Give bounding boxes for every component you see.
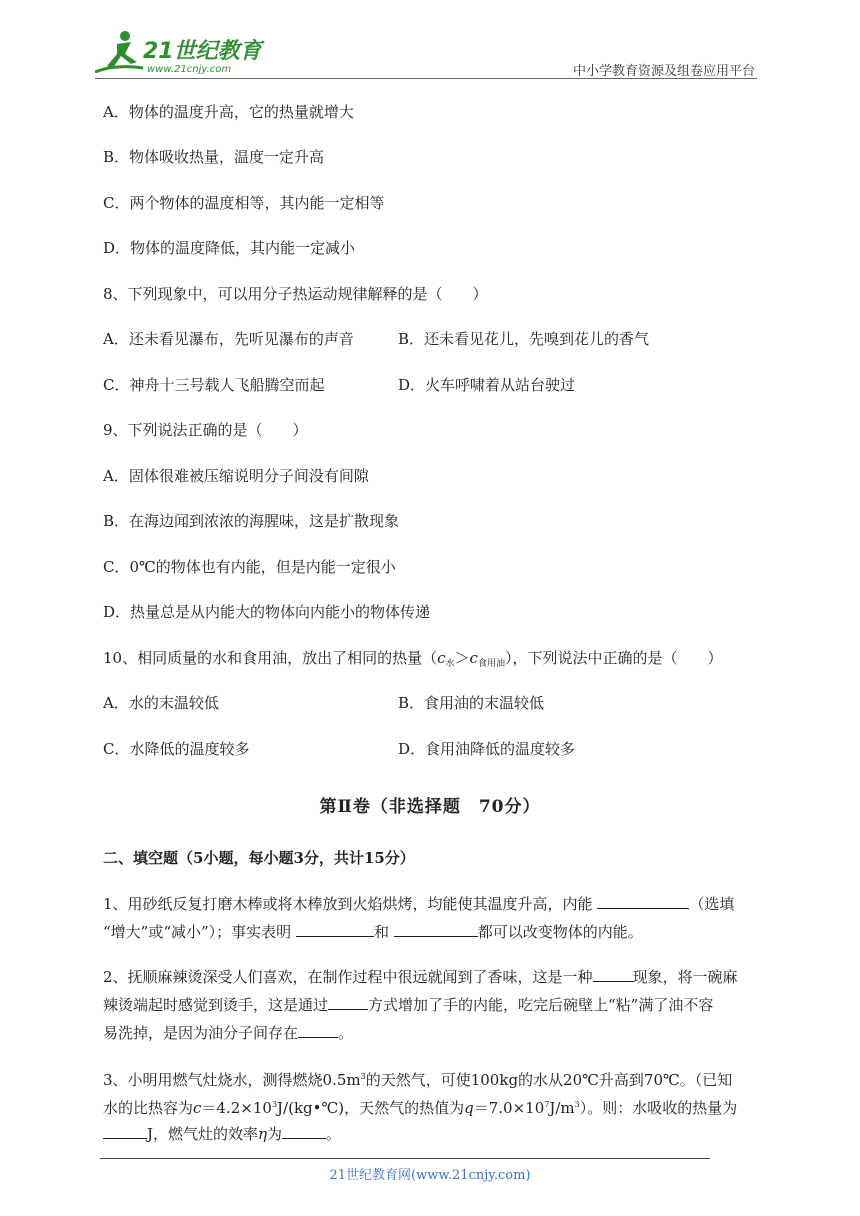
- fill3-text-h: ）。则：水吸收的热量为: [579, 1099, 738, 1117]
- footer-link[interactable]: 21世纪教育网(www.21cnjy.com): [329, 1168, 531, 1183]
- fill2-text-a: 2、抚顺麻辣烫深受人们喜欢，在制作过程中很远就闻到了香味，这是一种: [103, 968, 593, 986]
- fill2-blank-2[interactable]: [328, 993, 368, 1010]
- fill2-line3: [103, 1021, 353, 1044]
- q9-option-c: C．0℃的物体也有内能，但是内能一定很小: [103, 558, 396, 576]
- q8-stem: 8、下列现象中，可以用分子热运动规律解释的是（ ）: [103, 285, 488, 303]
- section-title: 第Ⅱ卷（非选择题 70分）: [319, 797, 541, 817]
- q10-option-c: C．水降低的温度较多: [103, 740, 250, 758]
- fill3-sup-2: 3: [271, 1100, 278, 1109]
- fill2-blank-3[interactable]: [298, 1021, 338, 1038]
- fill2-line2: [103, 993, 713, 1016]
- header-platform-text: 中小学教育资源及组卷应用平台: [572, 64, 755, 79]
- q10-stem-part2: ），下列说法中正确的是（ ）: [504, 649, 723, 667]
- fill1-blank-3[interactable]: [394, 920, 478, 937]
- fill3-line1: [103, 1066, 732, 1091]
- q8-option-c: C．神舟十三号载人飞船腾空而起: [103, 376, 325, 394]
- fill2-text-d: 方式增加了手的内能，吃完后碗壁上“粘”满了油不容: [368, 996, 714, 1014]
- q10-c-oil: c: [469, 649, 478, 667]
- fill3-var-eta: η: [258, 1125, 268, 1143]
- fill3-sup-4: 3: [574, 1100, 580, 1109]
- logo-21cnjy: [95, 28, 265, 78]
- fill3-line3: [103, 1122, 341, 1145]
- q8-option-d: D．火车呼啸着从站台驶过: [398, 376, 576, 394]
- fill2-blank-1[interactable]: [593, 965, 633, 982]
- q10-stem-part1: 10、相同质量的水和食用油，放出了相同的热量（: [103, 649, 438, 667]
- fill2-text-b: 现象，将一碗麻: [632, 968, 738, 986]
- q7-option-d: D．物体的温度降低，其内能一定减小: [103, 239, 356, 257]
- fill1-line1: [103, 892, 734, 915]
- q10-sub-oil: 食用油: [477, 659, 505, 669]
- fill3-var-q: q: [464, 1099, 474, 1117]
- fill3-sup-3: 7: [544, 1100, 550, 1109]
- logo-brand-text: 21世纪教育: [143, 39, 262, 64]
- fill3-text-b: 的天然气，可使100kg的水从20℃升高到70℃。（已知: [365, 1071, 733, 1089]
- fill1-text-b: （选填: [689, 895, 735, 913]
- fill2-text-c: 辣烫端起时感觉到烫手，这是通过: [103, 996, 329, 1014]
- q9-option-a: A．固体很难被压缩说明分子间没有间隙: [103, 467, 369, 485]
- fill3-sup-1: 3: [360, 1072, 366, 1081]
- q7-option-a: A．物体的温度升高，它的热量就增大: [103, 103, 354, 121]
- fill3-blank-2[interactable]: [282, 1122, 326, 1139]
- fill2-line1: [103, 965, 738, 988]
- q8-option-b: B．还未看见花儿，先嗅到花儿的香气: [398, 330, 650, 348]
- fill3-text-d: ＝4.2×10: [201, 1099, 272, 1117]
- fill3-text-c: 水的比热容为: [103, 1099, 194, 1117]
- q10-option-b: B．食用油的末温较低: [398, 694, 545, 712]
- fill3-line2: [103, 1094, 737, 1119]
- fill1-text-a: 1、用砂纸反复打磨木棒或将木棒放到火焰烘烤，均能使其温度升高，内能: [103, 895, 593, 913]
- logo-url-text: www.21cnjy.com: [147, 64, 232, 75]
- page-header: [95, 28, 755, 78]
- fill1-blank-2[interactable]: [296, 920, 374, 937]
- fill3-text-e: J/(kg•℃)，天然气的热值为: [277, 1099, 465, 1117]
- fill1-blank-1[interactable]: [597, 892, 689, 909]
- footer-divider: [100, 1158, 710, 1159]
- fill3-text-j: 为: [267, 1125, 283, 1143]
- fill3-var-c: c: [193, 1099, 202, 1117]
- q7-option-c: C．两个物体的温度相等，其内能一定相等: [103, 194, 385, 212]
- fill2-text-f: 。: [338, 1024, 354, 1042]
- fill3-text-a: 3、小明用燃气灶烧水，测得燃烧0.5m: [103, 1071, 361, 1089]
- q9-stem: 9、下列说法正确的是（ ）: [103, 421, 308, 439]
- part2-title: 二、填空题（5小题，每小题3分，共计15分）: [103, 849, 415, 867]
- q9-option-d: D．热量总是从内能大的物体向内能小的物体传递: [103, 603, 431, 621]
- q9-option-b: B．在海边闻到浓浓的海腥味，这是扩散现象: [103, 512, 400, 530]
- q10-sub-water: 水: [445, 659, 455, 669]
- fill1-text-e: 都可以改变物体的内能。: [477, 923, 643, 941]
- q10-greater-than: ＞: [454, 649, 470, 667]
- q7-option-b: B．物体吸收热量，温度一定升高: [103, 148, 325, 166]
- fill1-text-c: “增大”或“减小”）；事实表明: [103, 923, 292, 941]
- fill1-line2: [103, 920, 643, 943]
- q10-c-water: c: [437, 649, 446, 667]
- fill1-text-d: 和: [373, 923, 389, 941]
- fill3-text-g: J/m: [549, 1099, 575, 1117]
- q8-option-a: A．还未看见瀑布，先听见瀑布的声音: [103, 330, 354, 348]
- fill3-text-i: J，燃气灶的效率: [147, 1125, 259, 1143]
- fill2-text-e: 易洗掉，是因为油分子间存在: [103, 1024, 299, 1042]
- fill3-text-k: 。: [326, 1125, 342, 1143]
- header-divider: [95, 78, 757, 79]
- q10-option-a: A．水的末温较低: [103, 694, 219, 712]
- q10-option-d: D．食用油降低的温度较多: [398, 740, 576, 758]
- q10-stem: [103, 647, 722, 675]
- fill3-text-f: ＝7.0×10: [473, 1099, 545, 1117]
- fill3-blank-1[interactable]: [103, 1122, 147, 1139]
